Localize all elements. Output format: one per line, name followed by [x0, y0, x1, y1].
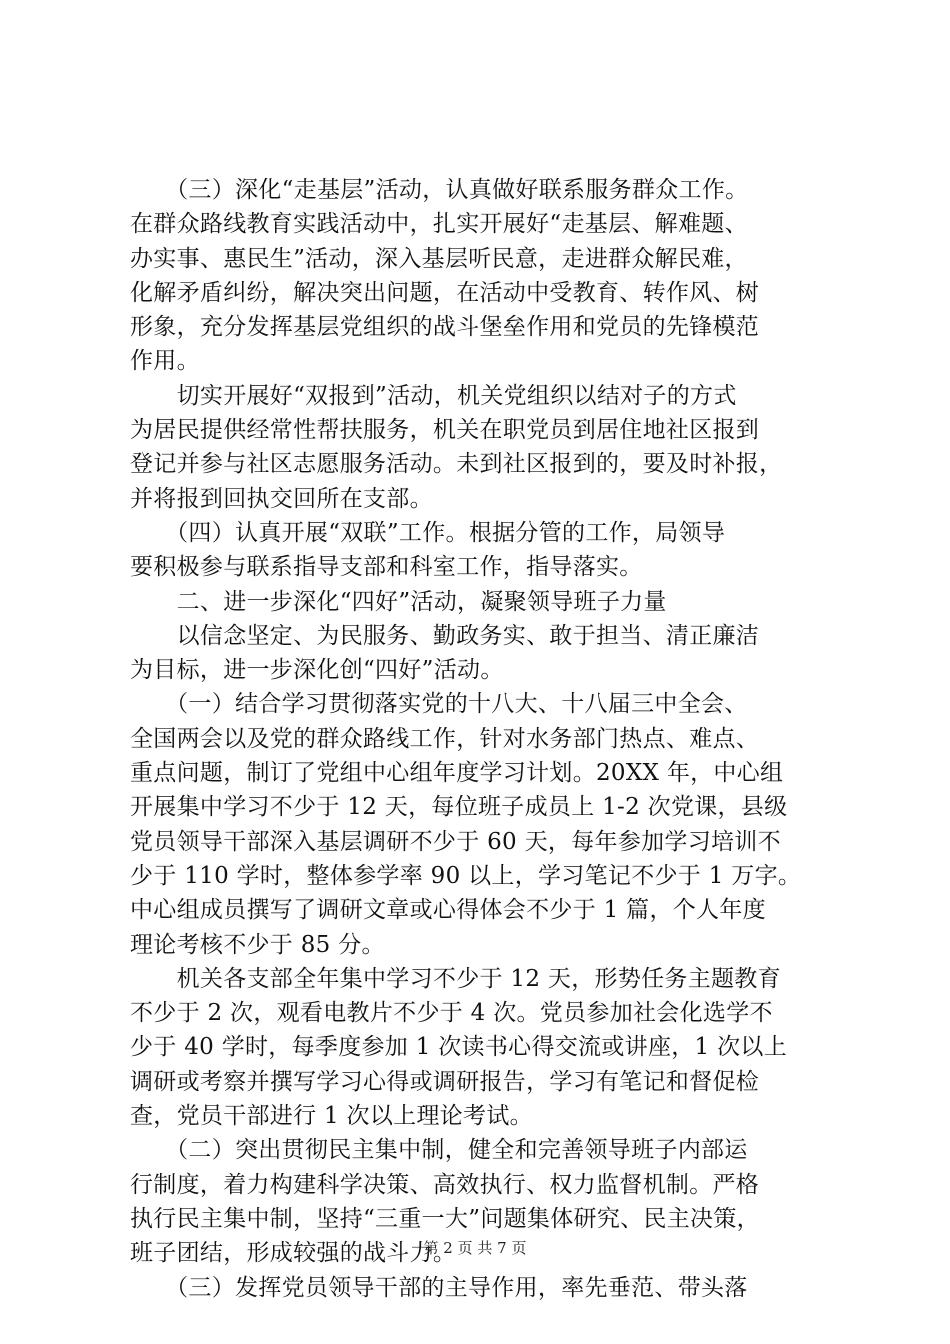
text-line: 作用。: [130, 348, 200, 375]
text-line: （四）认真开展“双联”工作。根据分管的工作，局领导: [130, 519, 726, 546]
text-line: 在群众路线教育实践活动中，扎实开展好“走基层、解难题、: [130, 211, 748, 238]
text-line: 少于 40 学时，每季度参加 1 次读书心得交流或讲座，1 次以上: [130, 1034, 787, 1061]
text-line: 少于 110 学时，整体参学率 90 以上，学习笔记不少于 1 万字。: [130, 862, 802, 889]
text-line: 化解矛盾纠纷，解决突出问题，在活动中受教育、转作风、树: [130, 279, 760, 306]
text-line: 并将报到回执交回所在支部。: [130, 485, 433, 512]
text-line: 执行民主集中制，坚持“三重一大”问题集体研究、民主决策，: [130, 1205, 760, 1232]
text-line: 要积极参与联系指导支部和科室工作，指导落实。: [130, 554, 643, 581]
text-line: （一）结合学习贯彻落实党的十八大、十八届三中全会、: [130, 691, 748, 718]
text-line: （三）发挥党员领导干部的主导作用，率先垂范、带头落: [130, 1274, 748, 1301]
text-line: 班子团结，形成较强的战斗力。: [130, 1240, 457, 1267]
text-line: 开展集中学习不少于 12 天，每位班子成员上 1-2 次党课，县级: [130, 794, 788, 821]
document-body: [130, 173, 830, 1305]
text-line: 以信念坚定、为民服务、勤政务实、敢于担当、清正廉洁: [130, 622, 760, 649]
text-line: 为目标，进一步深化创“四好”活动。: [130, 657, 504, 684]
text-line: 理论考核不少于 85 分。: [130, 931, 385, 958]
text-line: 形象，充分发挥基层党组织的战斗堡垒作用和党员的先锋模范: [130, 314, 760, 341]
text-line: 行制度，着力构建科学决策、高效执行、权力监督机制。严格: [130, 1171, 760, 1198]
text-line: （二）突出贯彻民主集中制，健全和完善领导班子内部运: [130, 1137, 748, 1164]
text-line: 不少于 2 次，观看电教片不少于 4 次。党员参加社会化选学不: [130, 1000, 773, 1027]
text-line: 办实事、惠民生”活动，深入基层听民意，走进群众解民难，: [130, 245, 748, 272]
page-footer: 第 2 页 共 7 页: [423, 1239, 527, 1257]
text-line: 重点问题，制订了党组中心组年度学习计划。20XX 年，中心组: [130, 760, 784, 787]
text-line: 二、进一步深化“四好”活动，凝聚领导班子力量: [130, 588, 667, 615]
text-line: 为居民提供经常性帮扶服务，机关在职党员到居住地社区报到: [130, 417, 760, 444]
text-line: 查，党员干部进行 1 次以上理论考试。: [130, 1103, 533, 1130]
text-line: 切实开展好“双报到”活动，机关党组织以结对子的方式: [130, 382, 737, 409]
text-line: 全国两会以及党的群众路线工作，针对水务部门热点、难点、: [130, 725, 760, 752]
text-line: 党员领导干部深入基层调研不少于 60 天，每年参加学习培训不: [130, 828, 781, 855]
text-line: 机关各支部全年集中学习不少于 12 天，形势任务主题教育: [130, 965, 781, 992]
text-line: （三）深化“走基层”活动，认真做好联系服务群众工作。: [130, 177, 749, 203]
text-line: 中心组成员撰写了调研文章或心得体会不少于 1 篇，个人年度: [130, 897, 766, 924]
text-line: 登记并参与社区志愿服务活动。未到社区报到的，要及时补报，: [130, 451, 783, 478]
text-line: 调研或考察并撰写学习心得或调研报告，学习有笔记和督促检: [130, 1068, 760, 1095]
